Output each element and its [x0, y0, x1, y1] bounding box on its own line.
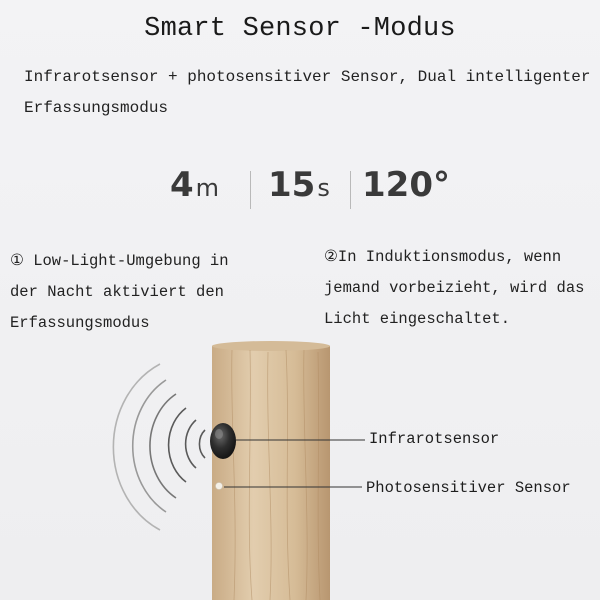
- delay-value: 15: [268, 165, 316, 205]
- note-low-light: ① Low-Light-Umgebung in der Nacht aktiviert den Erfassungsmodus: [10, 252, 229, 332]
- signal-waves-icon: [113, 364, 205, 530]
- wave-arc: [169, 408, 186, 482]
- wave-arc: [113, 364, 160, 530]
- photosensor-icon: [216, 483, 223, 490]
- range-unit: m: [195, 174, 220, 202]
- infrared-sensor-icon: [210, 423, 236, 459]
- wooden-lamp: [212, 341, 330, 600]
- note-induction: ②In Induktionsmodus, wenn jemand vorbeizieht, wird das Licht eingeschaltet.: [324, 248, 585, 328]
- page-title: Smart Sensor -Modus: [144, 14, 456, 44]
- wave-arc: [150, 394, 176, 498]
- range-value: 4: [170, 165, 194, 205]
- wave-arc: [199, 430, 205, 458]
- photosensor-label: Photosensitiver Sensor: [366, 479, 571, 497]
- wave-arc: [186, 420, 196, 468]
- subtitle: Infrarotsensor + photosensitiver Sensor, Dual intelligenter Erfassungsmodus: [24, 68, 591, 117]
- delay-unit: s: [317, 174, 330, 202]
- angle-value: 120°: [362, 165, 450, 205]
- infrared-label: Infrarotsensor: [369, 430, 500, 448]
